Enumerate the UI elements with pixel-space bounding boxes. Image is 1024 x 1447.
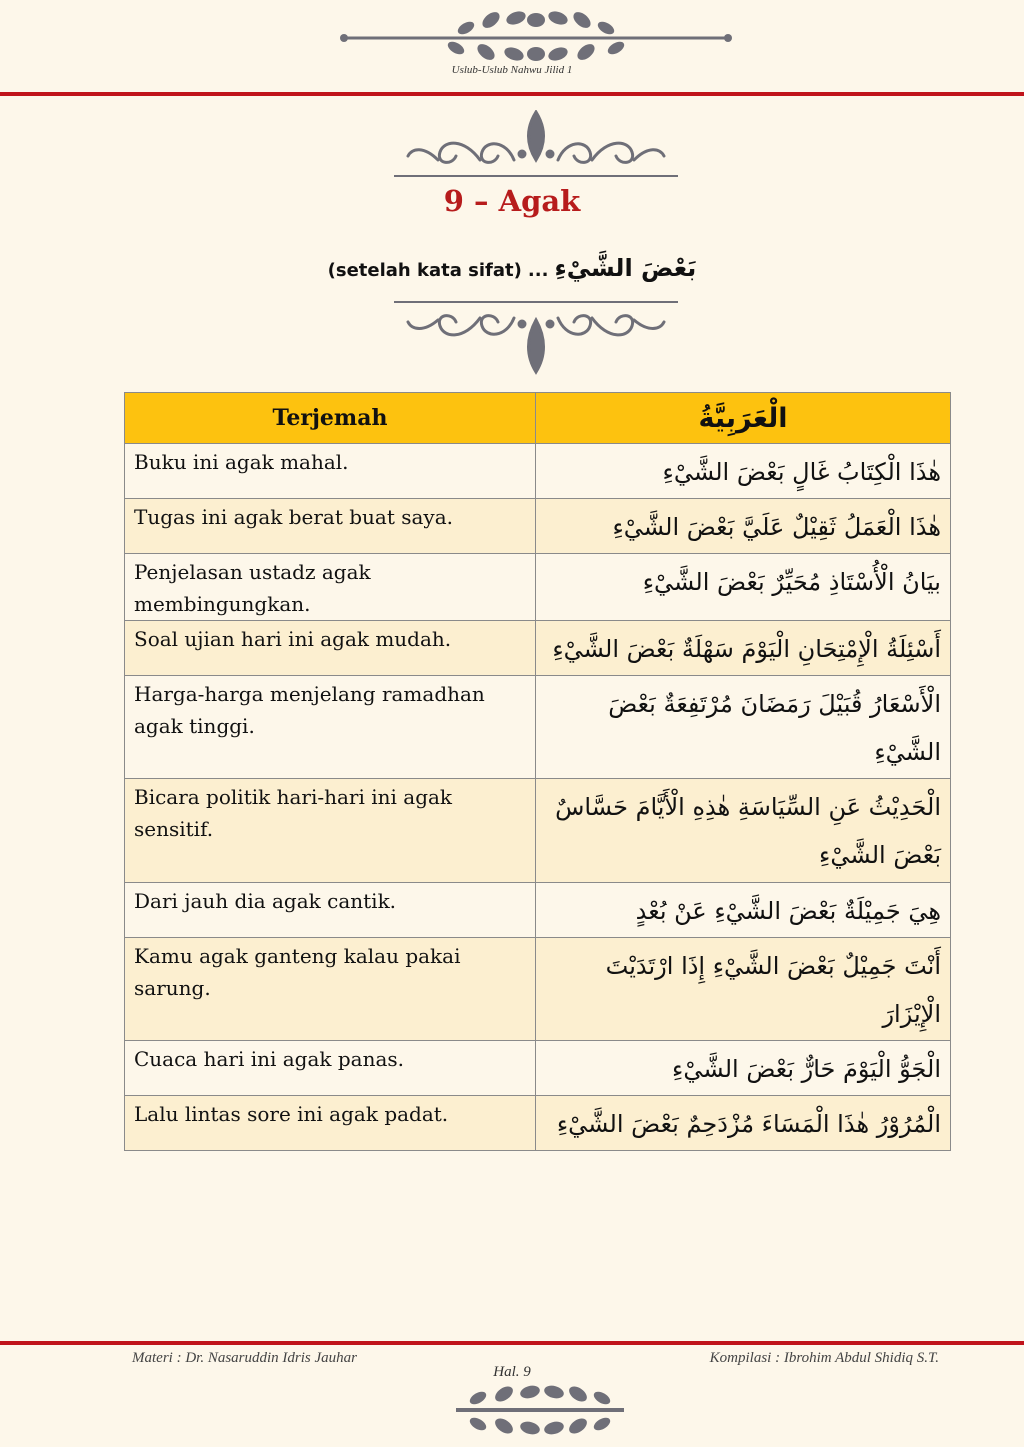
row-translation: Cuaca hari ini agak panas. xyxy=(125,1041,536,1096)
table-row xyxy=(125,676,951,779)
chapter-title: 9 – Agak xyxy=(443,184,581,218)
row-arabic: أَسْئِلَةُ الْإِمْتِحَانِ الْيَوْمَ سَهْلَةٌ بَعْضَ الشَّيْءِ xyxy=(536,621,951,676)
footer-materi: Materi : Dr. Nasaruddin Idris Jauhar xyxy=(132,1350,358,1366)
row-arabic: الْجَوُّ الْيَوْمَ حَارٌّ بَعْضَ الشَّيْءِ xyxy=(536,1041,951,1096)
table-row xyxy=(125,1041,951,1096)
table-row xyxy=(125,883,951,938)
page-number: Hal. 9 xyxy=(493,1364,531,1380)
row-translation: Buku ini agak mahal. xyxy=(125,444,536,499)
row-arabic: بيَانُ الْأُسْتَاذِ مُحَيِّرٌ بَعْضَ الشَّيْءِ xyxy=(536,554,951,621)
row-arabic: أَنْتَ جَمِيْلٌ بَعْضَ الشَّيْءِ إِذَا ارْتَدَيْتَ الْإِيْزَارَ xyxy=(536,938,951,1041)
table-header-row xyxy=(125,393,951,444)
table-row xyxy=(125,938,951,1041)
header-arabic: الْعَرَبِيَّةُ xyxy=(536,393,951,444)
row-arabic: هٰذَا الْكِتَابُ غَالٍ بَعْضَ الشَّيْءِ xyxy=(536,444,951,499)
title-ornament-top xyxy=(394,110,678,178)
row-arabic: هٰذَا الْعَمَلُ ثَقِيْلٌ عَلَيَّ بَعْضَ الشَّيْءِ xyxy=(536,499,951,554)
row-translation: Soal ujian hari ini agak mudah. xyxy=(125,621,536,676)
row-translation: Bicara politik hari-hari ini agak sensitif. xyxy=(125,779,536,883)
row-translation: Lalu lintas sore ini agak padat. xyxy=(125,1096,536,1151)
table-row xyxy=(125,779,951,883)
row-translation: Dari jauh dia agak cantik. xyxy=(125,883,536,938)
row-translation: Tugas ini agak berat buat saya. xyxy=(125,499,536,554)
header-rule xyxy=(0,92,1024,96)
footer-leaf-ornament xyxy=(448,1384,632,1440)
vocab-table xyxy=(124,392,951,1151)
row-translation: Penjelasan ustadz agak membingungkan. xyxy=(125,554,536,621)
table-row xyxy=(125,621,951,676)
footer-rule xyxy=(0,1341,1024,1345)
title-ornament-bottom xyxy=(394,298,678,376)
table-row xyxy=(125,499,951,554)
table-row xyxy=(125,554,951,621)
row-arabic: الْمُرُوْرُ هٰذَا الْمَسَاءَ مُزْدَحِمٌ بَعْضَ الشَّيْءِ xyxy=(536,1096,951,1151)
row-arabic: الْحَدِيْثُ عَنِ السِّيَاسَةِ هٰذِهِ الْأَيَّامَ حَسَّاسٌ بَعْضَ الشَّيْءِ xyxy=(536,779,951,883)
row-arabic: هِيَ جَمِيْلَةٌ بَعْضَ الشَّيْءِ عَنْ بُعْدٍ xyxy=(536,883,951,938)
row-arabic: الْأَسْعَارُ قُبَيْلَ رَمَضَانَ مُرْتَفِعَةٌ بَعْضَ الشَّيْءِ xyxy=(536,676,951,779)
table-row xyxy=(125,444,951,499)
running-header: Uslub-Uslub Nahwu Jilid 1 xyxy=(451,64,573,76)
row-translation: Kamu agak ganteng kalau pakai sarung. xyxy=(125,938,536,1041)
subtitle-ellipsis: ... xyxy=(527,260,549,281)
row-translation: Harga-harga menjelang ramadhan agak tinggi. xyxy=(125,676,536,779)
subtitle-arabic: بَعْضَ الشَّيْءِ xyxy=(554,254,697,282)
table-row xyxy=(125,1096,951,1151)
chapter-subtitle xyxy=(0,254,1024,282)
footer-kompilasi: Kompilasi : Ibrohim Abdul Shidiq S.T. xyxy=(709,1350,939,1366)
header-translation: Terjemah xyxy=(125,393,536,444)
header-leaf-ornament xyxy=(336,8,736,62)
subtitle-note: (setelah kata sifat) xyxy=(327,260,522,281)
